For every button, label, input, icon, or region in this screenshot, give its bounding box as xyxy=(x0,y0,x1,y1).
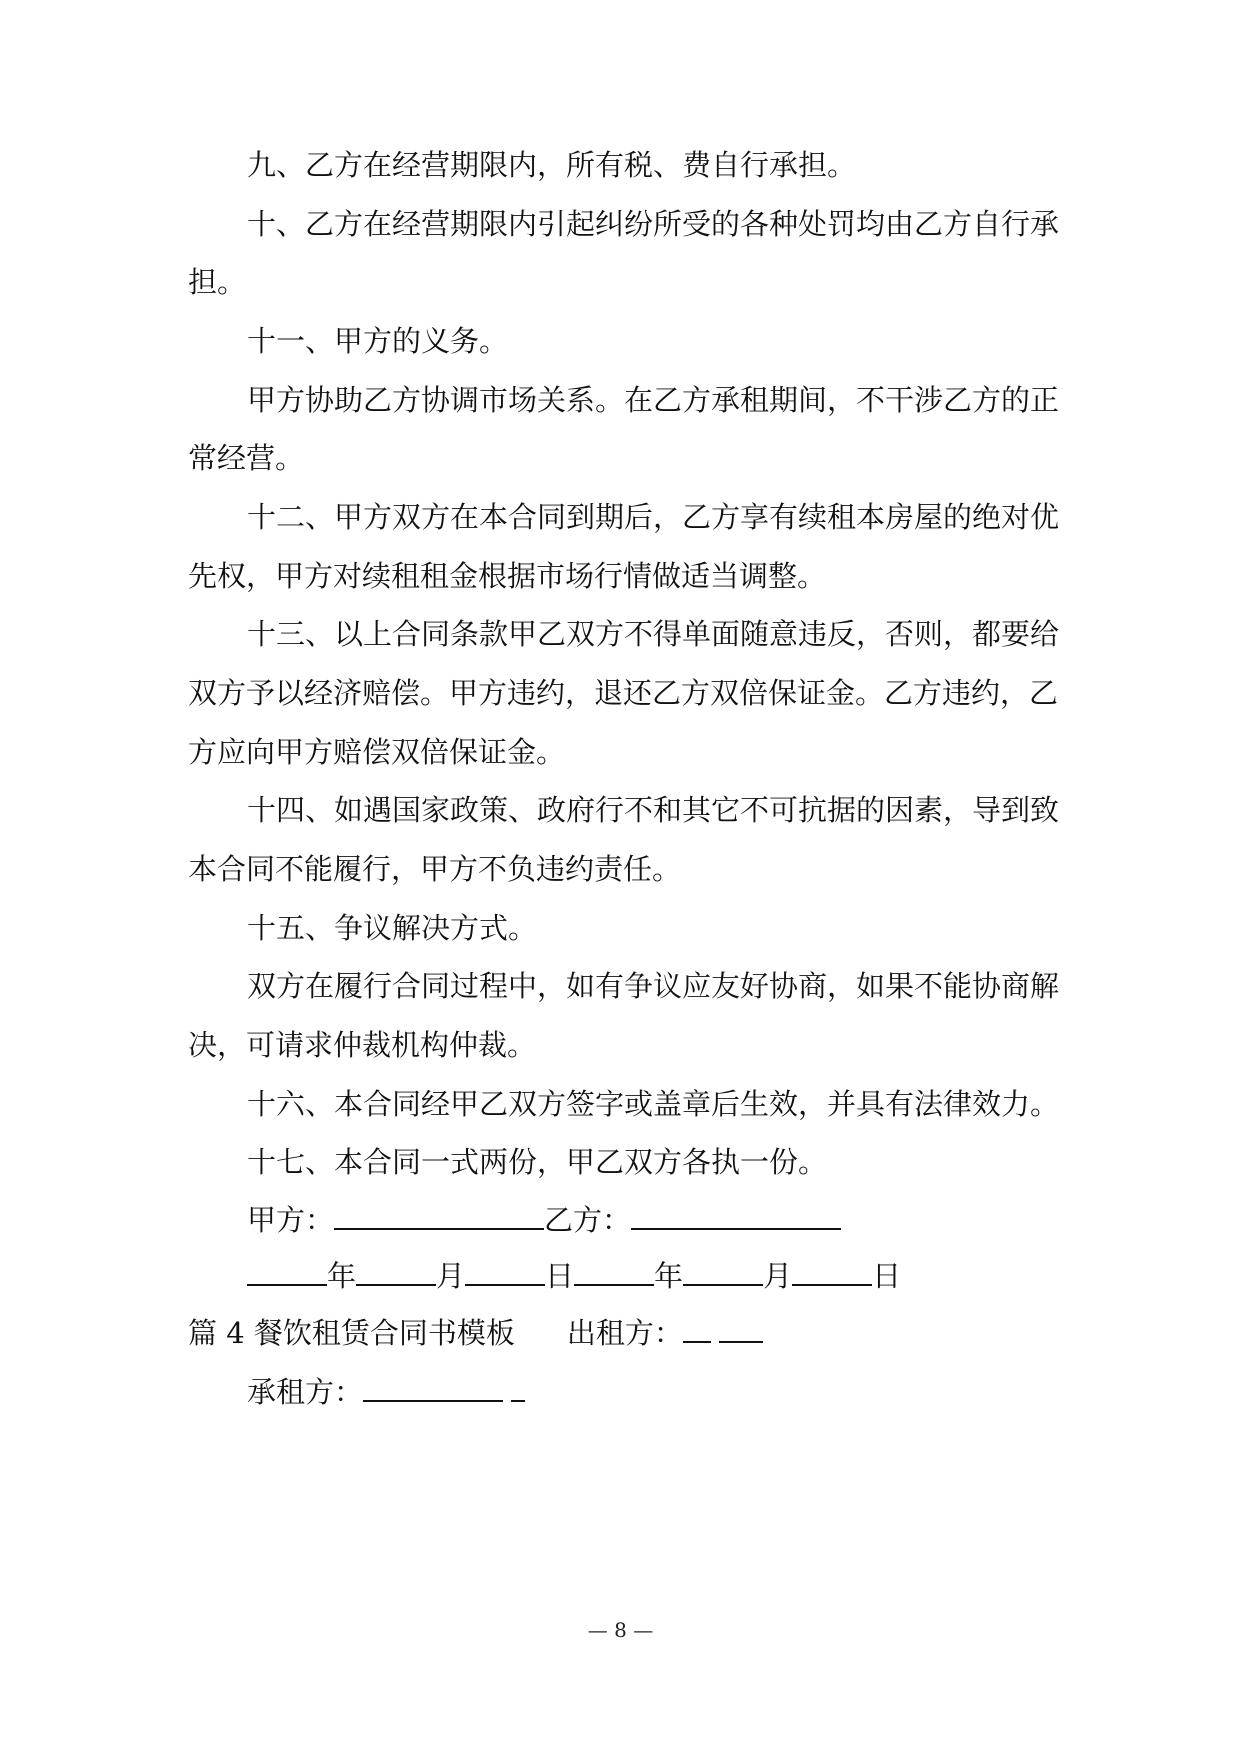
paragraph: 十一、甲方的义务。 xyxy=(247,324,509,358)
year-blank xyxy=(574,1256,654,1286)
paragraph: 先权，甲方对续租租金根据市场行情做适当调整。 xyxy=(188,559,827,593)
date-row xyxy=(247,1256,1127,1296)
signature-row xyxy=(247,1200,1127,1240)
paragraph: 十二、甲方双方在本合同到期后，乙方享有续租本房屋的绝对优 xyxy=(247,500,1060,534)
month-label: 月 xyxy=(436,1259,466,1293)
paragraph: 双方在履行合同过程中，如有争议应友好协商，如果不能协商解 xyxy=(247,969,1060,1003)
month-blank xyxy=(683,1256,763,1286)
party-b-blank xyxy=(631,1200,841,1230)
paragraph: 十、乙方在经营期限内引起纠纷所受的各种处罚均由乙方自行承 xyxy=(247,207,1060,241)
paragraph: 双方予以经济赔偿。甲方违约，退还乙方双倍保证金。乙方违约，乙 xyxy=(188,676,1059,710)
section-heading-row xyxy=(188,1313,1068,1353)
paragraph: 九、乙方在经营期限内，所有税、费自行承担。 xyxy=(247,148,857,182)
year-label: 年 xyxy=(327,1259,357,1293)
year-blank xyxy=(247,1256,327,1286)
paragraph: 担。 xyxy=(188,265,247,299)
party-b-label: 乙方： xyxy=(544,1203,632,1237)
lessee-row xyxy=(247,1372,1127,1412)
month-label: 月 xyxy=(763,1259,793,1293)
day-blank xyxy=(465,1256,545,1286)
day-label: 日 xyxy=(545,1259,575,1293)
lessor-blank xyxy=(719,1313,763,1343)
day-label: 日 xyxy=(872,1259,902,1293)
lessee-blank xyxy=(511,1372,525,1402)
month-blank xyxy=(356,1256,436,1286)
paragraph: 十三、以上合同条款甲乙双方不得单面随意违反，否则，都要给 xyxy=(247,617,1060,651)
paragraph: 十六、本合同经甲乙双方签字或盖章后生效，并具有法律效力。 xyxy=(247,1087,1060,1121)
party-a-label: 甲方： xyxy=(247,1203,335,1237)
party-a-blank xyxy=(334,1200,544,1230)
lessor-blank xyxy=(683,1313,711,1343)
paragraph: 方应向甲方赔偿双倍保证金。 xyxy=(188,735,566,769)
day-blank xyxy=(792,1256,872,1286)
section-title: 篇 4 餐饮租赁合同书模板 xyxy=(188,1316,515,1350)
paragraph: 本合同不能履行，甲方不负违约责任。 xyxy=(188,852,682,886)
paragraph: 常经营。 xyxy=(188,441,305,475)
paragraph: 决，可请求仲裁机构仲裁。 xyxy=(188,1028,537,1062)
paragraph: 十五、争议解决方式。 xyxy=(247,911,538,945)
lessee-blank xyxy=(363,1372,503,1402)
lessor-label: 出租方： xyxy=(566,1316,683,1350)
paragraph: 十四、如遇国家政策、政府行不和其它不可抗据的因素，导到致 xyxy=(247,793,1060,827)
paragraph: 甲方协助乙方协调市场关系。在乙方承租期间，不干涉乙方的正 xyxy=(247,383,1060,417)
year-label: 年 xyxy=(654,1259,684,1293)
paragraph: 十七、本合同一式两份，甲乙双方各执一份。 xyxy=(247,1145,828,1179)
page-number: — 8 — xyxy=(587,1618,654,1642)
lessee-label: 承租方： xyxy=(247,1375,364,1409)
